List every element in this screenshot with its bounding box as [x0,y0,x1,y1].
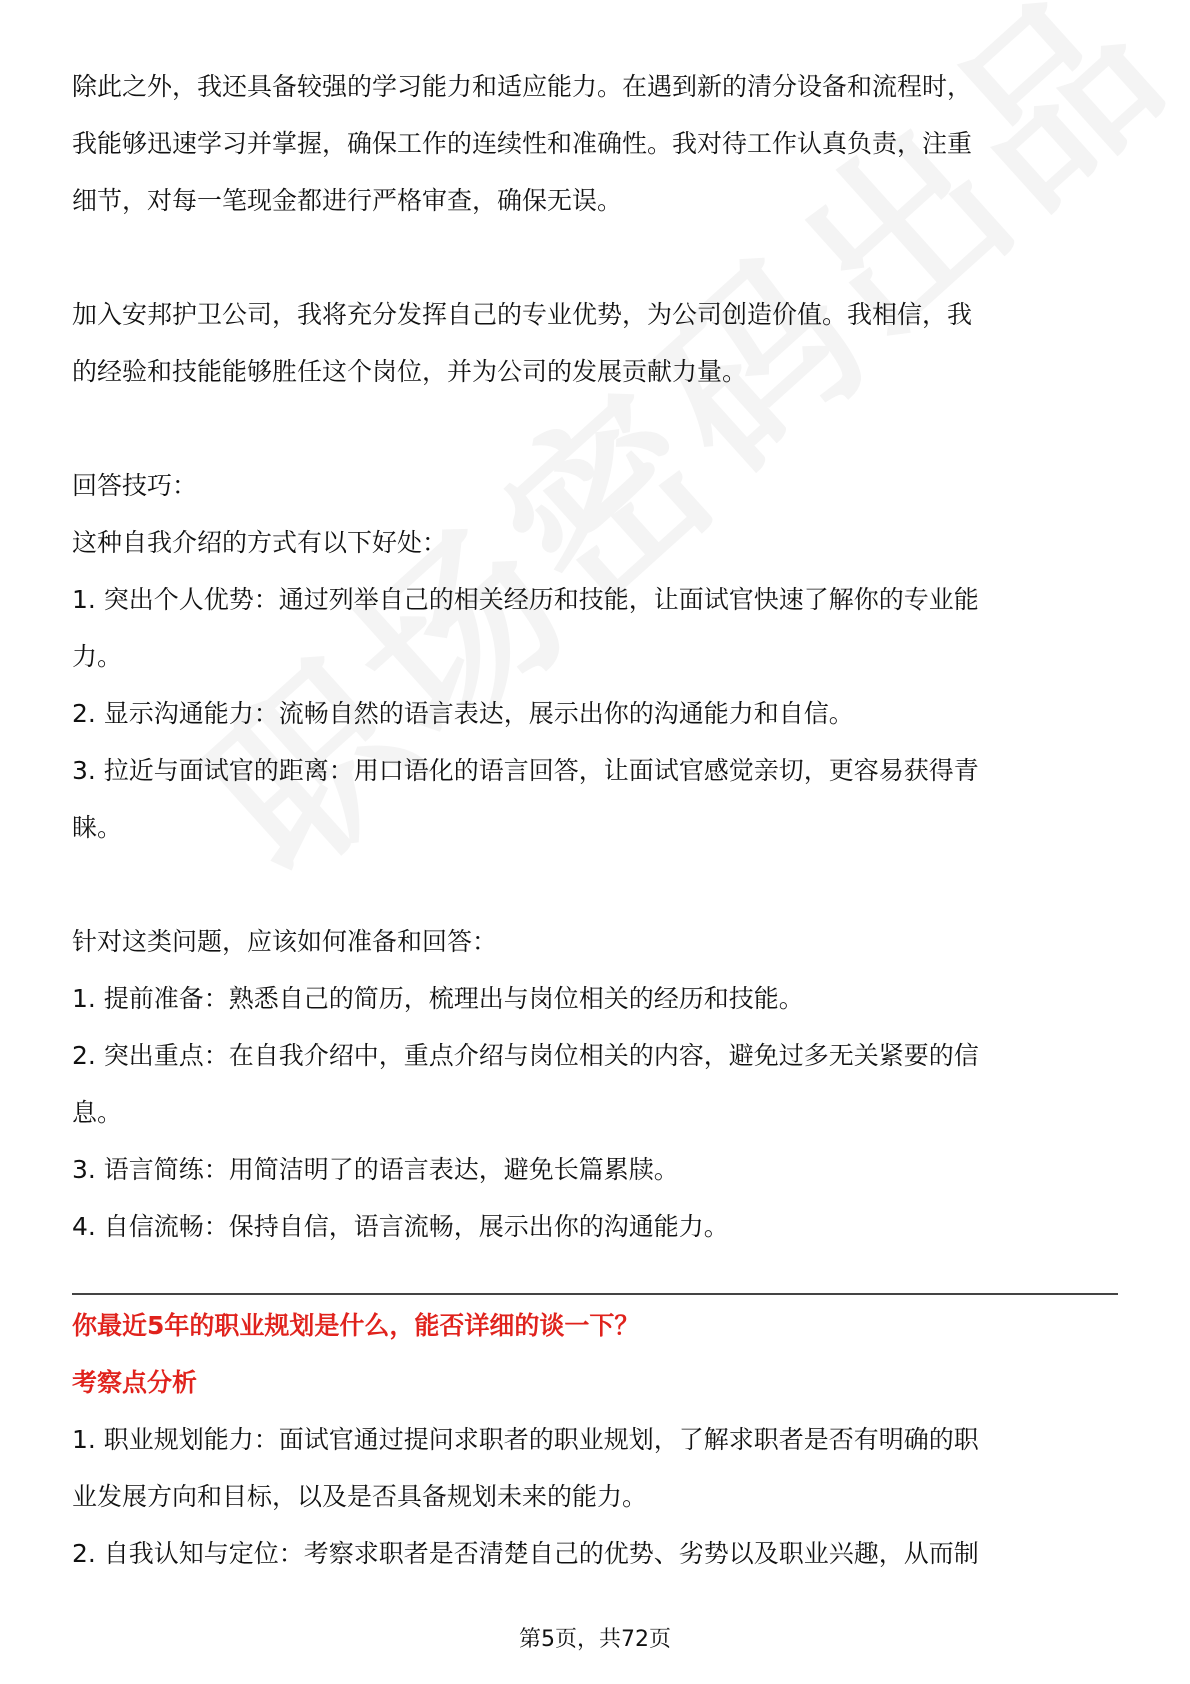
tips-item: 3. 拉近与面试官的距离：用口语化的语言回答，让面试官感觉亲切，更容易获得青 [72,756,979,785]
prep-item: 4. 自信流畅：保持自信，语言流畅，展示出你的沟通能力。 [72,1212,729,1241]
question-section [72,1297,1118,1582]
analysis-item: 2. 自我认知与定位：考察求职者是否清楚自己的优势、劣势以及职业兴趣，从而制 [72,1539,979,1568]
analysis-item: 业发展方向和目标，以及是否具备规划未来的能力。 [72,1482,648,1511]
analysis-item: 1. 职业规划能力：面试官通过提问求职者的职业规划，了解求职者是否有明确的职 [72,1425,979,1454]
tips-intro: 这种自我介绍的方式有以下好处： [72,528,448,557]
tips-item: 力。 [72,642,123,671]
paragraph-line: 除此之外，我还具备较强的学习能力和适应能力。在遇到新的清分设备和流程时， [72,72,973,101]
page-number: 第5页，共72页 [519,1627,671,1652]
tips-item: 1. 突出个人优势：通过列举自己的相关经历和技能，让面试官快速了解你的专业能 [72,585,979,614]
question-title: 你最近5年的职业规划是什么，能否详细的谈一下？ [72,1311,640,1340]
tips-item: 睐。 [72,813,123,842]
tips-heading: 回答技巧： [72,471,198,500]
prep-item: 1. 提前准备：熟悉自己的简历，梳理出与岗位相关的经历和技能。 [72,984,804,1013]
prep-item: 2. 突出重点：在自我介绍中，重点介绍与岗位相关的内容，避免过多无关紧要的信 [72,1041,979,1070]
analysis-heading: 考察点分析 [72,1368,198,1397]
prep-item: 息。 [72,1098,123,1127]
paragraph-line: 加入安邦护卫公司，我将充分发挥自己的专业优势，为公司创造价值。我相信，我 [72,300,973,329]
paragraph-line: 我能够迅速学习并掌握，确保工作的连续性和准确性。我对待工作认真负责，注重 [72,129,973,158]
paragraph-line: 细节，对每一笔现金都进行严格审查，确保无误。 [72,186,623,215]
prep-heading: 针对这类问题，应该如何准备和回答： [72,927,498,956]
paragraph-line: 的经验和技能能够胜任这个岗位，并为公司的发展贡献力量。 [72,357,748,386]
body-content [72,58,1118,1255]
tips-item: 2. 显示沟通能力：流畅自然的语言表达，展示出你的沟通能力和自信。 [72,699,854,728]
prep-item: 3. 语言简练：用简洁明了的语言表达，避免长篇累牍。 [72,1155,679,1184]
section-divider [72,1293,1118,1295]
